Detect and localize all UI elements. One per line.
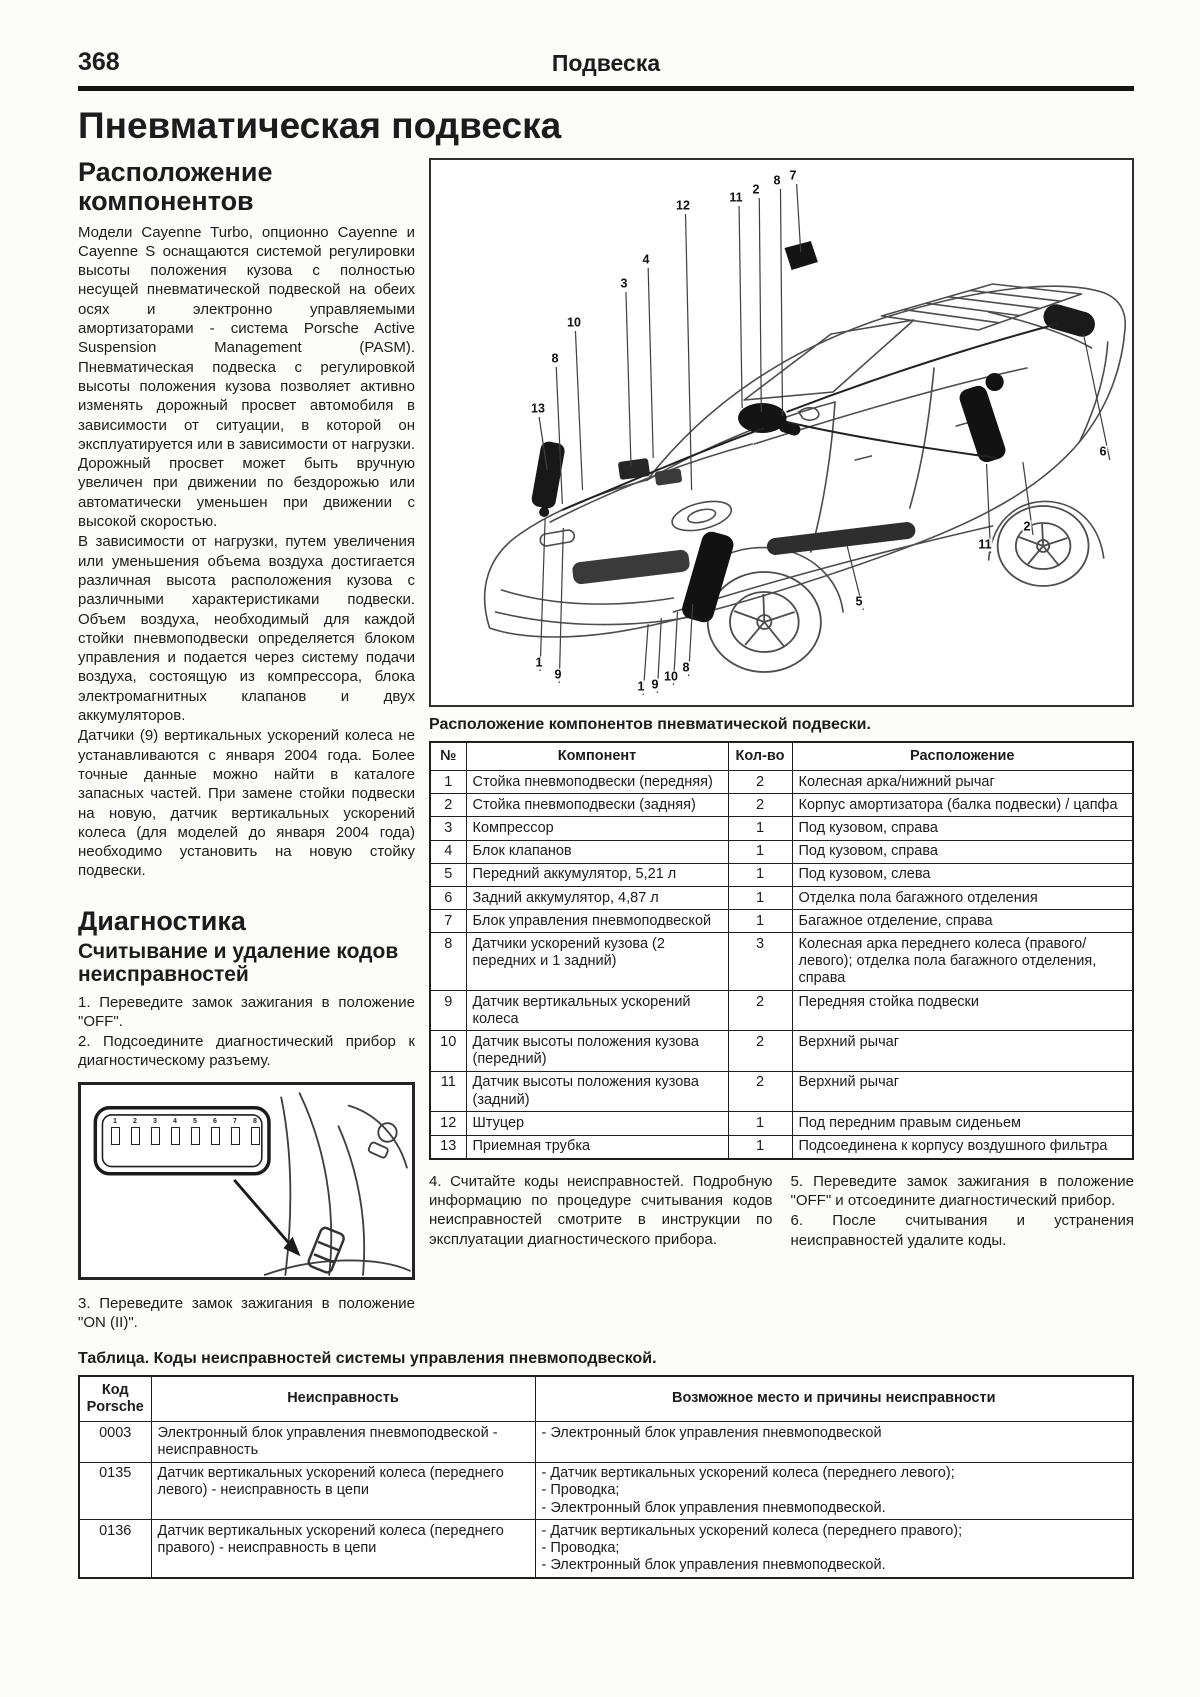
cell-qty: 1 [728,1112,792,1135]
cell-component: Датчик вертикальных ускорений колеса [466,991,728,1031]
right-column [429,158,1134,1251]
cell-qty: 1 [728,910,792,933]
diagram-callout: 1 [637,679,645,694]
cell-num: 10 [430,1031,466,1071]
col-header-qty: Кол-во [728,742,792,771]
cell-component: Стойка пневмоподвески (задняя) [466,794,728,817]
fault-codes-table [78,1375,1134,1579]
cell-location: Отделка пола багажного отделения [792,887,1133,910]
cell-component: Задний аккумулятор, 4,87 л [466,887,728,910]
cell-code: 0136 [79,1520,151,1578]
col-header-code: Код Porsche [79,1376,151,1422]
cell-num: 4 [430,840,466,863]
cell-location: Под передним правым сиденьем [792,1112,1133,1135]
cell-component: Блок клапанов [466,840,728,863]
cell-location: Под кузовом, справа [792,817,1133,840]
connector-pin [129,1118,141,1145]
cell-qty: 1 [728,863,792,886]
connector-pin-number: 4 [173,1118,177,1126]
cell-location: Корпус амортизатора (балка подвески) / цапфа [792,794,1133,817]
connector-pin [229,1118,241,1145]
connector-pin-number: 3 [153,1118,157,1126]
cell-code: 0135 [79,1462,151,1520]
diagram-callout: 7 [789,168,797,183]
connector-pin-slot [131,1127,140,1145]
cell-num: 13 [430,1135,466,1159]
components-table-header-row [430,742,1133,771]
cell-component: Датчик высоты положения кузова (передний) [466,1031,728,1071]
page-header [78,48,1134,91]
connector-pin [109,1118,121,1145]
components-table-row [430,794,1133,817]
connector-pin-row [109,1118,261,1145]
components-table-row [430,1112,1133,1135]
cell-qty: 1 [728,887,792,910]
cell-code: 0003 [79,1422,151,1462]
connector-pin [149,1118,161,1145]
cell-component: Блок управления пневмоподвеской [466,910,728,933]
car-sketch [431,160,1132,705]
components-table-row [430,771,1133,794]
cell-location: Под кузовом, слева [792,863,1133,886]
step-item: 2. Подсоедините диагностический прибор к диагностическому разъему. [78,1032,415,1069]
connector-pin-slot [111,1127,120,1145]
cell-num: 5 [430,863,466,886]
components-table-row [430,933,1133,991]
cell-qty: 2 [728,794,792,817]
connector-pin-slot [171,1127,180,1145]
cell-location: Подсоединена к корпусу воздушного фильтра [792,1135,1133,1159]
page-number: 368 [78,48,120,76]
section-title-component-location: Расположение компонентов [78,156,273,216]
paragraph: Модели Cayenne Turbo, опционно Cayenne и Cayenne S оснащаются системой регулировки высоты положения кузова с полностью несущей пневматической подвеской на обеих осях и электронно управляемыми амортизаторами - система Porsche Active Suspension Management (PASM). Пневматическая подвеска с регулировкой высоты положения кузова позволяет активно изменять дорожный просвет автомобиля в зависимости от ситуации, в которой он эксплуатируется или в зависимости от нагрузки. Дорожный просвет может быть вручную увеличен при движении по бездорожью или автоматически уменьшен при движении с высокой скоростью. [78,223,415,531]
cell-location: Верхний рычаг [792,1031,1133,1071]
components-table-row [430,1135,1133,1159]
components-table [429,741,1134,1160]
fault-table-row [79,1462,1133,1520]
fault-table-row [79,1520,1133,1578]
connector-pin [209,1118,221,1145]
cell-location: Колесная арка/нижний рычаг [792,771,1133,794]
diagram-callout: 8 [773,173,781,188]
connector-pin-number: 7 [233,1118,237,1126]
subsection-title-fault-codes: Считывание и удаление кодов неисправностей [78,939,399,987]
cell-num: 7 [430,910,466,933]
diagram-callout: 9 [554,667,562,682]
components-table-row [430,887,1133,910]
paragraph: Датчики (9) вертикальных ускорений колеса не устанавливаются с января 2004 года. Более точные данные можно найти в каталоге запасных частей. При замене стойки подвески на новую, датчик вертикальных ускорений колеса (для моделей до января 2004 года) необходимо установить на новую стойку подвески. [78,727,415,880]
suspension-diagram-figure [429,158,1134,707]
col-header-cause: Возможное место и причины неисправности [535,1376,1133,1422]
diagram-callout: 12 [676,198,690,213]
diagram-callout: 11 [729,190,743,205]
diagram-callout: 6 [1099,444,1107,459]
connector-pin [169,1118,181,1145]
col-header-component: Компонент [466,742,728,771]
cell-num: 8 [430,933,466,991]
cell-num: 11 [430,1071,466,1111]
diagram-callout: 4 [642,252,650,267]
section-title-diagnostics: Диагностика [78,905,246,936]
connector-pin-slot [151,1127,160,1145]
diagram-callout: 9 [651,677,659,692]
diagnostic-connector-sketch [81,1085,412,1277]
components-table-row [430,817,1133,840]
cell-num: 6 [430,887,466,910]
cell-qty: 1 [728,840,792,863]
step-item: 4. Считайте коды неисправностей. Подробную информацию по процедуре считывания кодов неисправностей смотрите в инструкции по эксплуатации диагностического прибора. [429,1172,773,1248]
cell-qty: 2 [728,991,792,1031]
page-title: Пневматическая подвеска [78,105,562,146]
connector-pin-slot [231,1127,240,1145]
cell-component: Приемная трубка [466,1135,728,1159]
diagnostic-connector-figure [78,1082,415,1280]
diagram-callout: 10 [664,669,678,684]
cell-component: Компрессор [466,817,728,840]
cell-causes: - Датчик вертикальных ускорений колеса (переднего правого); - Проводка; - Электронный блок управления пневмоподвеской. [535,1520,1133,1578]
connector-pin-number: 6 [213,1118,217,1126]
diagnostic-steps-1-2 [78,993,415,1070]
cell-fault: Датчик вертикальных ускорений колеса (переднего правого) - неисправность в цепи [151,1520,535,1578]
diagram-callout: 8 [551,351,559,366]
components-table-row [430,1031,1133,1071]
left-column [78,158,415,1334]
cell-num: 3 [430,817,466,840]
fault-table-header-row [79,1376,1133,1422]
diagram-callout: 10 [567,315,581,330]
step-item: 5. Переведите замок зажигания в положение "OFF" и отсоедините диагностический прибор. [790,1172,1134,1209]
paragraph: В зависимости от нагрузки, путем увеличения или уменьшения объема воздуха достигается различная высота расположения кузова с различными характеристиками подвески. Объем воздуха, необходимый для каждой стойки пневмоподвески определяется блоком управления и подается через систему подачи воздуха, состоящую из компрессора, блока электромагнитных клапанов и двух аккумуляторов. [78,533,415,725]
cell-component: Передний аккумулятор, 5,21 л [466,863,728,886]
cell-qty: 2 [728,771,792,794]
connector-pin-slot [251,1127,260,1145]
col-header-location: Расположение [792,742,1133,771]
col-header-num: № [430,742,466,771]
components-table-row [430,910,1133,933]
fault-table-row [79,1422,1133,1462]
diagram-caption: Расположение компонентов пневматической подвески. [429,715,871,733]
intro-paragraphs [78,223,415,881]
diagnostic-steps-4-6 [429,1172,1134,1251]
step-item: 6. После считывания и устранения неисправностей удалите коды. [790,1212,1134,1249]
cell-num: 9 [430,991,466,1031]
cell-location: Багажное отделение, справа [792,910,1133,933]
connector-pin-number: 5 [193,1118,197,1126]
cell-causes: - Датчик вертикальных ускорений колеса (переднего левого); - Проводка; - Электронный блок управления пневмоподвеской. [535,1462,1133,1520]
steps-column-right [791,1172,1135,1251]
cell-component: Датчик высоты положения кузова (задний) [466,1071,728,1111]
diagram-callout: 3 [620,276,628,291]
connector-pin-number: 2 [133,1118,137,1126]
cell-component: Датчики ускорений кузова (2 передних и 1 задний) [466,933,728,991]
cell-qty: 2 [728,1071,792,1111]
cell-component: Стойка пневмоподвески (передняя) [466,771,728,794]
connector-pin [249,1118,261,1145]
connector-pin-number: 1 [113,1118,117,1126]
components-table-row [430,1071,1133,1111]
diagram-callout: 5 [855,594,863,609]
diagram-callout: 8 [682,660,690,675]
step-item-3: 3. Переведите замок зажигания в положение "ON (II)". [78,1295,415,1332]
two-column-layout [78,158,1134,1334]
cell-qty: 2 [728,1031,792,1071]
connector-pin-slot [191,1127,200,1145]
cell-location: Передняя стойка подвески [792,991,1133,1031]
connector-pin [189,1118,201,1145]
components-table-row [430,991,1133,1031]
cell-qty: 1 [728,1135,792,1159]
components-table-row [430,863,1133,886]
cell-component: Штуцер [466,1112,728,1135]
connector-pin-number: 8 [253,1118,257,1126]
components-table-row [430,840,1133,863]
cell-num: 2 [430,794,466,817]
chapter-header: Подвеска [551,50,661,76]
diagram-callout: 1 [535,655,543,670]
connector-pin-slot [211,1127,220,1145]
cell-location: Колесная арка переднего колеса (правого/левого); отделка пола багажного отделения, справа [792,933,1133,991]
diagram-callout: 2 [752,182,760,197]
cell-num: 12 [430,1112,466,1135]
col-header-fault: Неисправность [151,1376,535,1422]
cell-fault: Электронный блок управления пневмоподвеской - неисправность [151,1422,535,1462]
cell-causes: - Электронный блок управления пневмоподвеской [535,1422,1133,1462]
cell-qty: 3 [728,933,792,991]
step-item: 1. Переведите замок зажигания в положение "OFF". [78,994,415,1031]
cell-fault: Датчик вертикальных ускорений колеса (переднего левого) - неисправность в цепи [151,1462,535,1520]
diagram-callout: 13 [531,401,545,416]
cell-num: 1 [430,771,466,794]
cell-location: Под кузовом, справа [792,840,1133,863]
diagram-callout: 2 [1023,519,1031,534]
fault-table-caption: Таблица. Коды неисправностей системы управления пневмоподвеской. [78,1349,657,1367]
steps-column-left [429,1172,773,1251]
cell-qty: 1 [728,817,792,840]
cell-location: Верхний рычаг [792,1071,1133,1111]
diagram-callout: 11 [978,537,992,552]
